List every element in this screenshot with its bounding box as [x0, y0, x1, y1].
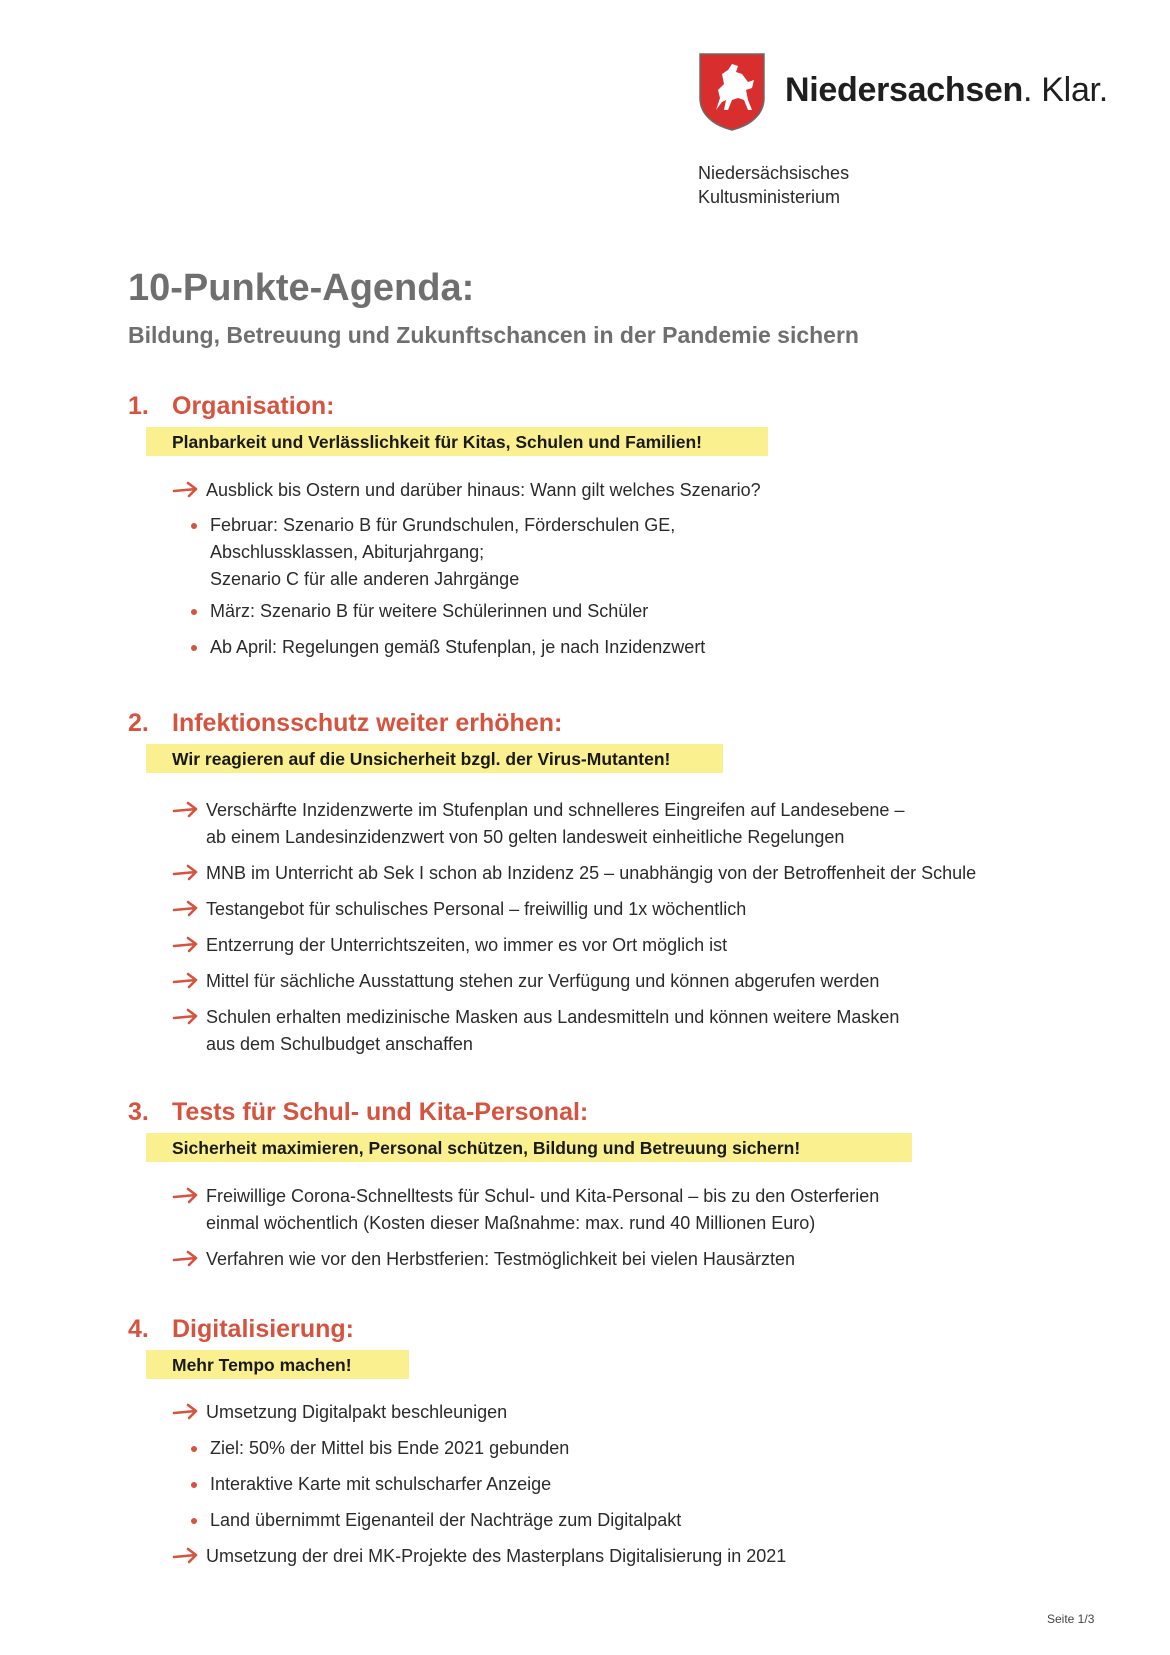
section-number: 4.: [128, 1315, 149, 1343]
bullet-icon: [191, 1518, 197, 1524]
section-highlight: Sicherheit maximieren, Personal schützen, Bildung und Betreuung sichern!: [146, 1133, 912, 1162]
arrow-right-icon: [172, 898, 200, 920]
item-text: Ausblick bis Ostern und darüber hinaus: Wann gilt welches Szenario?: [206, 480, 761, 500]
page-title: 10-Punkte-Agenda:: [128, 267, 475, 309]
item-text: März: Szenario B für weitere Schülerinnen und Schüler: [210, 601, 649, 621]
page-subtitle: Bildung, Betreuung und Zukunftschancen in der Pandemie sichern: [128, 322, 859, 348]
section-digitalisierung: [128, 1315, 1108, 1566]
section-heading: [128, 709, 1108, 749]
item-text: Umsetzung Digitalpakt beschleunigen: [206, 1402, 508, 1422]
arrow-right-icon: [172, 862, 200, 884]
arrow-right-icon: [172, 479, 200, 501]
ministry-name: [698, 161, 849, 209]
brand-bold: Niedersachsen: [785, 71, 1024, 109]
section-number: 1.: [128, 392, 149, 420]
section-highlight: Planbarkeit und Verlässlichkeit für Kitas, Schulen und Familien!: [146, 427, 768, 456]
section-infektionsschutz: [128, 709, 1108, 1054]
arrow-right-icon: [172, 1185, 200, 1207]
brand-wordmark: [785, 70, 1108, 110]
item-text: Mittel für sächliche Ausstattung stehen zur Verfügung und können abgerufen werden: [206, 971, 880, 991]
arrow-right-icon: [172, 1545, 200, 1567]
item-text: Schulen erhalten medizinische Masken aus Landesmitteln und können weitere Masken aus dem Schulbudget anschaffen: [206, 1007, 900, 1054]
arrow-right-icon: [172, 970, 200, 992]
section-highlight: Wir reagieren auf die Unsicherheit bzgl. der Virus-Mutanten!: [146, 744, 723, 773]
bullet-icon: [191, 1482, 197, 1488]
section-heading: [128, 1098, 1108, 1138]
section-title: Tests für Schul- und Kita-Personal:: [172, 1098, 589, 1126]
ministry-line-2: Kultusministerium: [698, 187, 841, 207]
section-number: 3.: [128, 1098, 149, 1126]
section-organisation: [128, 392, 1108, 657]
item-text: Entzerrung der Unterrichtszeiten, wo immer es vor Ort möglich ist: [206, 935, 728, 955]
item-text: Verfahren wie vor den Herbstferien: Testmöglichkeit bei vielen Hausärzten: [206, 1249, 795, 1269]
bullet-icon: [191, 523, 197, 529]
section-title: Organisation:: [172, 392, 335, 420]
brand-rest: . Klar.: [1023, 71, 1108, 109]
bullet-icon: [191, 609, 197, 615]
arrow-right-icon: [172, 934, 200, 956]
item-text: Verschärfte Inzidenzwerte im Stufenplan und schnelleres Eingreifen auf Landesebene – ab einem Landesinzidenzwert von 50 gelten landesweit einheitliche Regelungen: [206, 800, 905, 847]
page-number: Seite 1/3: [1047, 1612, 1095, 1626]
arrow-right-icon: [172, 1248, 200, 1270]
section-tests: [128, 1098, 1108, 1269]
section-title: Digitalisierung:: [172, 1315, 354, 1343]
section-highlight: Mehr Tempo machen!: [146, 1350, 409, 1379]
item-text: Testangebot für schulisches Personal – freiwillig und 1x wöchentlich: [206, 899, 747, 919]
item-text: Land übernimmt Eigenanteil der Nachträge zum Digitalpakt: [210, 1510, 682, 1530]
arrow-right-icon: [172, 1401, 200, 1423]
niedersachsen-horse-logo-icon: [698, 52, 766, 132]
section-heading: [128, 392, 1108, 432]
section-number: 2.: [128, 709, 149, 737]
bullet-icon: [191, 645, 197, 651]
item-text: MNB im Unterricht ab Sek I schon ab Inzidenz 25 – unabhängig von der Betroffenheit der Schule: [206, 863, 977, 883]
item-text: Ab April: Regelungen gemäß Stufenplan, je nach Inzidenzwert: [210, 637, 706, 657]
item-text: Interaktive Karte mit schulscharfer Anzeige: [210, 1474, 552, 1494]
item-text: Freiwillige Corona-Schnelltests für Schul- und Kita-Personal – bis zu den Osterferien einmal wöchentlich (Kosten dieser Maßnahme: max. rund 40 Millionen Euro): [206, 1186, 880, 1233]
item-text: Februar: Szenario B für Grundschulen, Förderschulen GE, Abschlussklassen, Abiturjahrgang; Szenario C für alle anderen Jahrgänge: [210, 515, 676, 589]
section-heading: [128, 1315, 1108, 1355]
item-text: Ziel: 50% der Mittel bis Ende 2021 gebunden: [210, 1438, 570, 1458]
item-text: Umsetzung der drei MK-Projekte des Masterplans Digitalisierung in 2021: [206, 1546, 787, 1566]
section-title: Infektionsschutz weiter erhöhen:: [172, 709, 563, 737]
arrow-right-icon: [172, 1006, 200, 1028]
arrow-right-icon: [172, 799, 200, 821]
ministry-line-1: Niedersächsisches: [698, 163, 850, 183]
bullet-icon: [191, 1446, 197, 1452]
